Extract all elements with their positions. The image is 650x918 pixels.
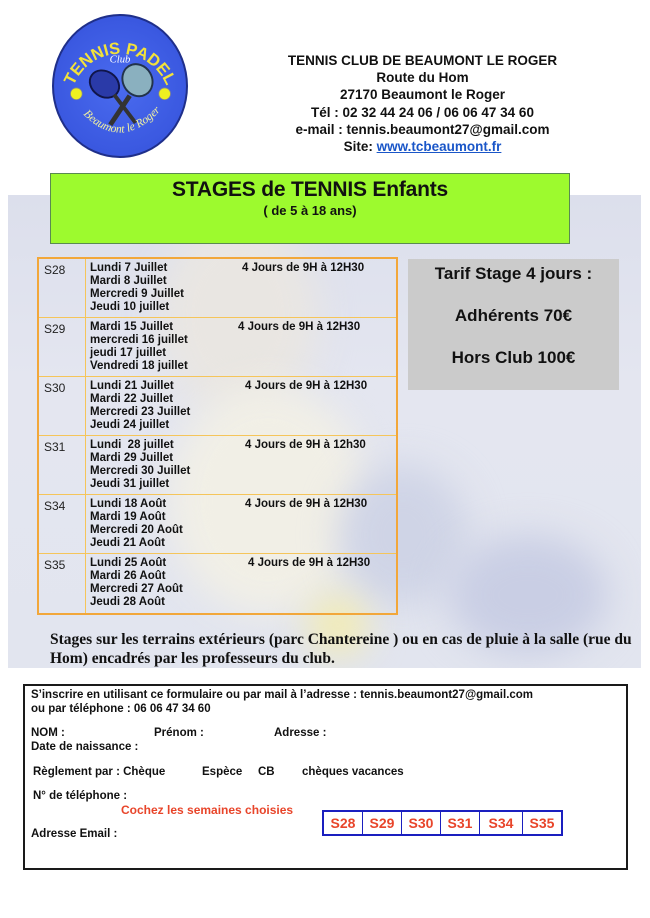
email-field[interactable]: Adresse Email : [31,828,118,840]
club-city: 27170 Beaumont le Roger [339,87,506,103]
week-checkboxes [322,810,563,836]
day: Lundi 25 Août [90,557,167,569]
day: Mercredi 23 Juillet [90,406,191,418]
pricing-box [408,259,619,390]
day: Mercredi 30 Juillet [90,465,191,477]
adresse-field[interactable]: Adresse : [274,727,327,739]
day: jeudi 17 juillet [90,347,167,359]
prenom-field[interactable]: Prénom : [154,727,204,739]
schedule-row [39,554,396,613]
week-checkbox-s35[interactable]: S35 [523,812,561,834]
form-intro: S’inscrire en utilisant ce formulaire ou par mail à l’adresse : tennis.beaumont27@gmail.com [31,689,534,701]
schedule-row [39,495,396,554]
logo-top-text: TENNIS PADEL [60,39,180,88]
week-hours: 4 Jours de 9H à 12H30 [245,498,368,510]
week-number: S30 [39,377,86,435]
day: mercredi 16 juillet [90,334,188,346]
club-site [250,138,595,155]
week-days [86,436,240,494]
week-hours: 4 Jours de 9H à 12H30 [238,321,361,333]
day: Lundi 21 Juillet [90,380,174,392]
club-phone: Tél : 02 32 44 24 06 / 06 06 47 34 60 [311,104,534,120]
price-non-members: Hors Club 100€ [451,348,576,367]
registration-form [23,684,628,870]
week-days [86,259,240,317]
week-checkbox-s29[interactable]: S29 [363,812,402,834]
week-hours: 4 Jours de 9H à 12H30 [248,557,371,569]
day: Mercredi 27 Août [90,583,183,595]
payment-espece[interactable]: Espèce [202,766,243,778]
day: Jeudi 24 juillet [90,419,170,431]
price-members: Adhérents 70€ [454,306,573,325]
nom-field[interactable]: NOM : [31,727,65,739]
day: Mercredi 20 Août [90,524,183,536]
schedule-row [39,318,396,377]
page-title: STAGES de TENNIS Enfants [171,178,448,201]
day: Jeudi 10 juillet [90,301,170,313]
logo-club-text: Club [109,53,131,66]
logo-bottom-text: Beaumont le Roger [81,103,163,136]
week-days [86,495,240,553]
club-name: TENNIS CLUB DE BEAUMONT LE ROGER [287,53,558,68]
schedule-row [39,377,396,436]
day: Mardi 22 Juillet [90,393,174,405]
tennis-ball-icon [71,88,83,100]
schedule-table [37,257,398,615]
day: Mardi 15 Juillet [90,321,174,333]
week-checkbox-s34[interactable]: S34 [480,812,523,834]
location-note: Stages sur les terrains extérieurs (parc Chantereine ) ou en cas de pluie à la salle (rue du Hom) encadrés par les professeurs du club. [50,631,632,667]
payment-cb[interactable]: CB [258,766,275,778]
week-days [86,377,240,435]
birthdate-field[interactable]: Date de naissance : [31,741,139,753]
title-banner [50,173,570,244]
week-checkbox-s31[interactable]: S31 [441,812,480,834]
week-number: S34 [39,495,86,553]
club-street: Route du Hom [376,70,469,86]
week-number: S28 [39,259,86,317]
day: Mardi 8 Juillet [90,275,167,287]
logo-graphic [54,16,186,156]
site-label: Site: [343,139,377,155]
day: Mardi 29 Juillet [90,452,174,464]
schedule-row [39,436,396,495]
week-hours: 4 Jours de 9H à 12H30 [245,380,368,392]
day: Jeudi 31 juillet [90,478,170,490]
week-checkbox-s30[interactable]: S30 [402,812,441,834]
day: Mercredi 9 Juillet [90,288,184,300]
schedule-row [39,259,396,318]
payment-cheques-vacances[interactable]: chèques vacances [302,766,404,778]
week-hours: 4 Jours de 9H à 12h30 [245,439,366,451]
day: Mardi 19 Août [90,511,166,523]
club-logo [52,14,188,158]
day: Lundi 7 Juillet [90,262,168,274]
day: Jeudi 28 Août [90,596,165,608]
form-intro-phone: ou par téléphone : 06 06 47 34 60 [31,703,211,715]
site-link[interactable]: www.tcbeaumont.fr [376,139,502,155]
week-number: S35 [39,554,86,613]
club-email: e-mail : tennis.beaumont27@gmail.com [295,121,550,137]
pricing-title: Tarif Stage 4 jours : [434,264,593,283]
week-number: S29 [39,318,86,376]
day: Lundi 18 Août [90,498,167,510]
tennis-ball-icon [159,88,171,100]
weeks-instruction: Cochez les semaines choisies [121,803,294,817]
week-hours: 4 Jours de 9H à 12H30 [242,262,365,274]
payment-cheque[interactable]: Règlement par : Chèque [33,766,166,778]
week-days [86,554,240,613]
week-days [86,318,240,376]
telephone-field[interactable]: N° de téléphone : [33,790,128,802]
week-checkbox-s28[interactable]: S28 [324,812,363,834]
day: Lundi 28 juillet [90,439,174,451]
day: Mardi 26 Août [90,570,166,582]
club-contact-block [250,52,595,155]
day: Vendredi 18 juillet [90,360,188,372]
week-number: S31 [39,436,86,494]
day: Jeudi 21 Août [90,537,165,549]
age-range: ( de 5 à 18 ans) [263,203,357,218]
